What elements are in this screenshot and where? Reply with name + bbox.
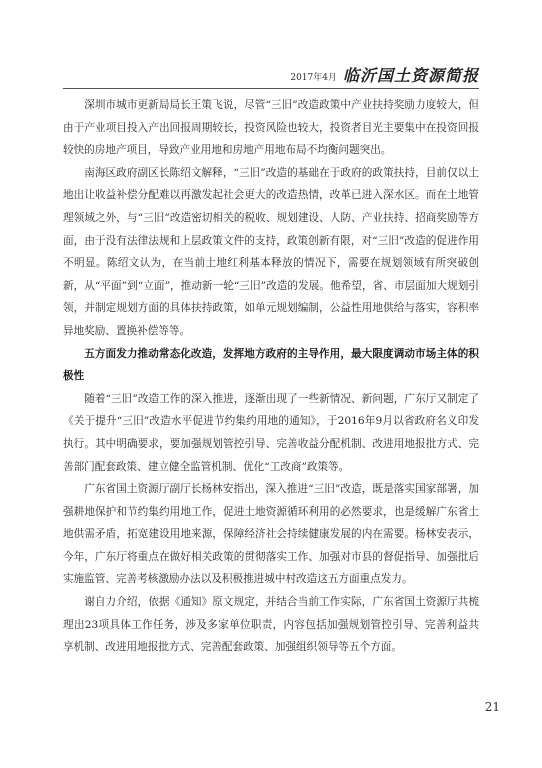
- section-heading: 五方面发力推动常态化改造，发挥地方政府的主导作用，最大限度调动市场主体的积极性: [63, 347, 479, 383]
- publication-title: 临沂国土资源简报: [342, 66, 479, 85]
- paragraph-2: 南海区政府副区长陈绍文解释，“三旧”改造的基础在于政府的政策扶持，目前仅以土地出让收益补偿分配难以再激发起社会更大的改造热情，改革已进入深水区。而在土地管理领域之外，与“三旧”改造密切相关的税收、规划建设、人防、产业扶持、招商奖励等方面，由于没有法律法规和上层政策文件的支持，政策创新有限，对“三旧”改造的促进作用不明显。陈绍文认为，在当前土地红利基本释放的情况下，需要在规划领域有所突破创新，从“平面”到“立面”，推动新一轮“三旧”改造的发展。他希望，省、市层面加大规划引领，并制定规划方面的具体扶持政策，如单元规划编制，公益性用地供给与落实，容积率异地奖励、置换补偿等等。: [63, 166, 479, 337]
- paragraph-5: 谢自力介绍，依据《通知》原文规定，并结合当前工作实际，广东省国土资源厅共梳理出23项具体工作任务，涉及多家单位职责，内容包括加强规划管控引导、完善利益共享机制、改进用地报批方式、完善配套政策、加强组织领导等五个方面。: [63, 596, 479, 654]
- page-number: 21: [484, 700, 500, 714]
- header-rule: [63, 88, 479, 89]
- header-date: 2017年4月: [290, 73, 337, 83]
- paragraph-1: 深圳市城市更新局局长王策飞说，尽管“三旧”改造政策中产业扶持奖励力度较大，但由于产业项目投入产出回报周期较长，投资风险也较大，投资者目光主要集中在投资回报较快的房地产项目，导致产业用地和房地产用地布局不均衡问题突出。: [63, 99, 479, 157]
- article-body: [63, 94, 479, 659]
- page-header: [63, 62, 479, 86]
- paragraph-4: 广东省国土资源厅副厅长杨林安指出，深入推进“三旧”改造，既是落实国家部署，加强耕地保护和节约集约用地工作，促进土地资源循环利用的必然要求，也是缓解广东省土地供需矛盾，拓宽建设用地来源，保障经济社会持续健康发展的内在需要。杨林安表示，今年，广东厅将重点在做好相关政策的贯彻落实工作、加强对市县的督促指导、加强批后实施监管、完善考核激励办法以及积极推进城中村改造这五方面重点发力。: [63, 483, 479, 586]
- paragraph-3: 随着“三旧”改造工作的深入推进，逐渐出现了一些新情况、新问题，广东厅又制定了《关于提升“三旧”改造水平促进节约集约用地的通知》，于2016年9月以省政府名义印发执行。其中明确要求，要加强规划管控引导、完善收益分配机制、改进用地报批方式、完善部门配套政策、建立健全监管机制、优化“工改商”政策等。: [63, 392, 479, 473]
